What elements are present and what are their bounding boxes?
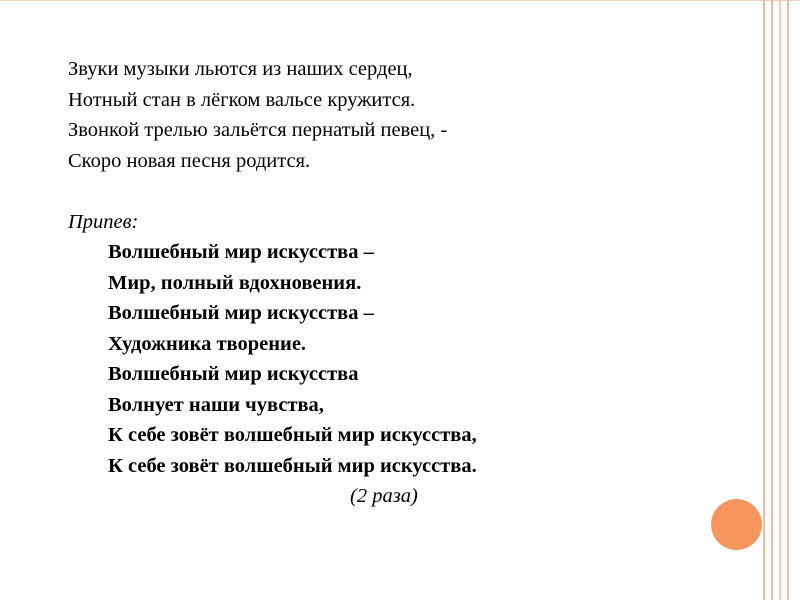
chorus-line: Мир, полный вдохновения. — [108, 271, 362, 294]
chorus-line: К себе зовёт волшебный мир искусства, — [108, 424, 477, 446]
chorus-line: Волшебный мир искусства — [108, 363, 359, 385]
chorus-line: К себе зовёт волшебный мир искусства. — [108, 454, 477, 477]
chorus-line: Волшебный мир искусства – — [108, 302, 374, 324]
chorus-label: Припев: — [68, 210, 139, 233]
stanza-gap — [68, 176, 477, 207]
top-border-line — [0, 0, 800, 1]
verse-line: Нотный стан в лёгком вальсе кружится. — [68, 88, 416, 111]
chorus-line: Художника творение. — [108, 332, 307, 355]
right-border-line — [771, 0, 773, 600]
verse-line: Скоро новая песня родится. — [68, 149, 311, 172]
verse-line: Звонкой трелью зальётся пернатый певец, - — [68, 119, 448, 141]
chorus-line: Волнует наши чувства, — [108, 393, 324, 416]
chorus-line: Волшебный мир искусства – — [108, 241, 374, 263]
repeat-note: (2 раза) — [350, 485, 418, 507]
decorative-orange-circle — [711, 499, 762, 550]
right-border-line — [779, 0, 781, 600]
song-lyrics — [68, 54, 477, 512]
right-border-line — [763, 0, 765, 600]
right-border-line — [787, 0, 789, 600]
verse-line: Звуки музыки льются из наших сердец, — [68, 58, 413, 80]
